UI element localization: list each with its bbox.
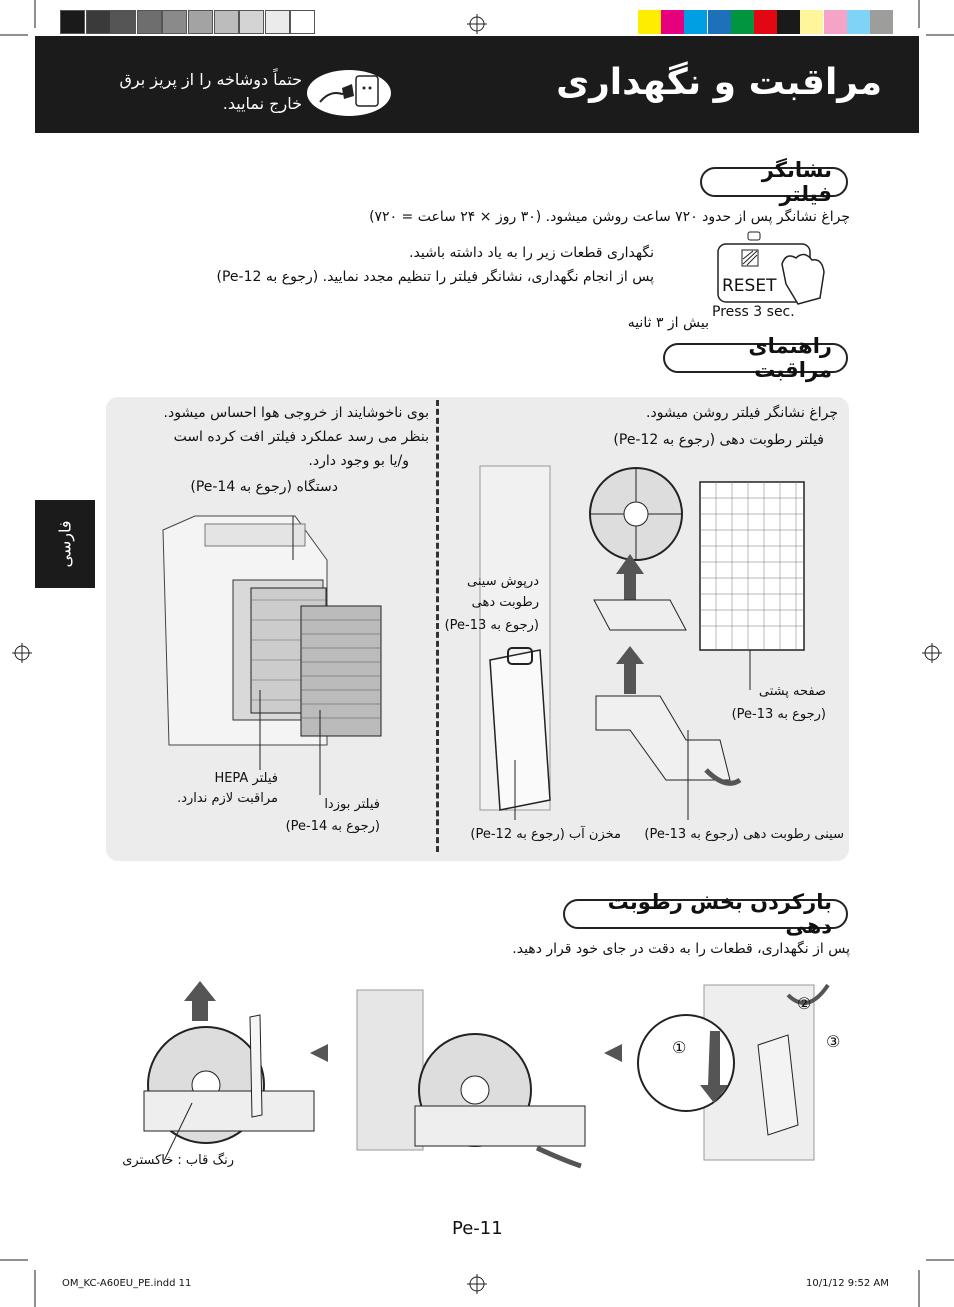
gray-swatch	[86, 10, 111, 34]
gray-swatch	[137, 10, 162, 34]
unplug-icon	[306, 68, 392, 118]
tray-cover-ref: (رجوع به Pe-13)	[444, 618, 539, 633]
gray-swatch	[111, 10, 136, 34]
gray-swatch	[290, 10, 315, 34]
gray-swatch	[214, 10, 239, 34]
hepa-no-care-label: مراقبت لازم ندارد.	[177, 791, 278, 806]
section-heading-care-guide-text: راهنمای مراقبت	[748, 334, 832, 382]
process-swatch	[800, 10, 823, 34]
arrow-left-1-icon	[310, 1044, 330, 1062]
step-tray-illustration	[355, 990, 595, 1185]
left-bullet-odor: بوی ناخوشایند از خروجی هوا احساس میشود.	[163, 405, 429, 421]
arrow-left-2-icon	[604, 1044, 624, 1062]
reset-label: RESET	[722, 276, 777, 296]
water-tank-caption: مخزن آب (رجوع به Pe-12)	[470, 827, 621, 842]
step-2-marker: ②	[797, 994, 812, 1013]
tray-caption: سینی رطوبت دهی (رجوع به Pe-13)	[644, 827, 844, 842]
process-swatch	[754, 10, 777, 34]
unplug-warning	[92, 68, 302, 116]
process-swatch	[684, 10, 707, 34]
left-caption-unit: دستگاه (رجوع به Pe-14)	[190, 479, 338, 495]
hepa-filter-label: فیلتر HEPA	[214, 771, 278, 786]
section-heading-care-guide	[663, 334, 848, 382]
frame-color-label: رنگ قاب : خاکستری	[122, 1153, 234, 1168]
unplug-warning-line1: حتماً دوشاخه را از پریز برق	[119, 70, 302, 89]
process-swatch	[847, 10, 870, 34]
float-ref: (رجوع به Pe-13)	[731, 707, 826, 722]
footer-datetime: 10/1/12 9:52 AM	[806, 1278, 889, 1289]
process-swatch	[638, 10, 661, 34]
reassembly-instruction: پس از نگهداری، قطعات را به دقت در جای خود قرار دهید.	[512, 941, 850, 957]
page-title: مراقبت و نگهداری	[556, 62, 882, 103]
press-3-sec-label: Press 3 sec.	[712, 304, 795, 320]
page-number: Pe-11	[452, 1218, 503, 1239]
footer-filename: OM_KC-A60EU_PE.indd 11	[62, 1278, 192, 1289]
deodorizing-filter-label: فیلتر بوزدا	[324, 797, 380, 812]
maintenance-reminder: نگهداری قطعات زیر را به یاد داشته باشید.	[409, 245, 654, 261]
left-bullet-performance-cont: و/یا بو وجود دارد.	[308, 453, 409, 469]
section-heading-humidifier-removal-text: بازکردن بخش رطوبت دهی	[607, 890, 832, 938]
section-heading-filter-indicator	[700, 158, 848, 206]
process-swatch	[708, 10, 731, 34]
step-3-marker: ③	[826, 1032, 841, 1051]
float-label: صفحه پشتی	[758, 684, 826, 699]
section-heading-filter-indicator-text: نشانگر فیلتر	[761, 158, 832, 206]
process-swatch	[777, 10, 800, 34]
process-swatch	[824, 10, 847, 34]
gray-swatch	[239, 10, 264, 34]
right-caption-humidifier-filter: فیلتر رطوبت دهی (رجوع به Pe-12)	[613, 432, 824, 448]
step-1-marker: ①	[672, 1038, 687, 1057]
section-heading-humidifier-removal	[563, 890, 848, 938]
reset-instruction: پس از انجام نگهداری، نشانگر فیلتر را تنظیم مجدد نمایید. (رجوع به Pe-12)	[216, 269, 654, 285]
gray-swatch	[60, 10, 85, 34]
process-swatch	[870, 10, 893, 34]
step-lift-filter-illustration	[112, 975, 312, 1175]
gray-swatch	[188, 10, 213, 34]
purifier-filters-illustration	[155, 510, 385, 760]
right-bullet-indicator-on: چراغ نشانگر فیلتر روشن میشود.	[646, 405, 838, 421]
step-open-door-illustration	[638, 975, 863, 1165]
gray-swatch	[162, 10, 187, 34]
press-duration-note: بیش از ۳ ثانیه	[627, 315, 709, 331]
unplug-warning-line2: خارج نمایید.	[222, 94, 302, 113]
language-tab-label: فارسی	[55, 520, 75, 568]
deodorizing-filter-ref: (رجوع به Pe-14)	[285, 819, 380, 834]
process-swatch	[731, 10, 754, 34]
indicator-intro: چراغ نشانگر پس از حدود ۷۲۰ ساعت روشن میشود. (۳۰ روز × ۲۴ ساعت = ۷۲۰)	[369, 209, 850, 225]
left-bullet-performance: بنظر می رسد عملکرد فیلتر افت کرده است	[173, 429, 429, 445]
language-tab	[35, 500, 95, 588]
process-swatch	[661, 10, 684, 34]
tray-cover-label-1: درپوش سینی	[467, 574, 539, 589]
gray-swatch	[265, 10, 290, 34]
humidifier-parts-illustration	[470, 450, 820, 820]
tray-cover-label-2: رطوبت دهی	[471, 595, 539, 610]
